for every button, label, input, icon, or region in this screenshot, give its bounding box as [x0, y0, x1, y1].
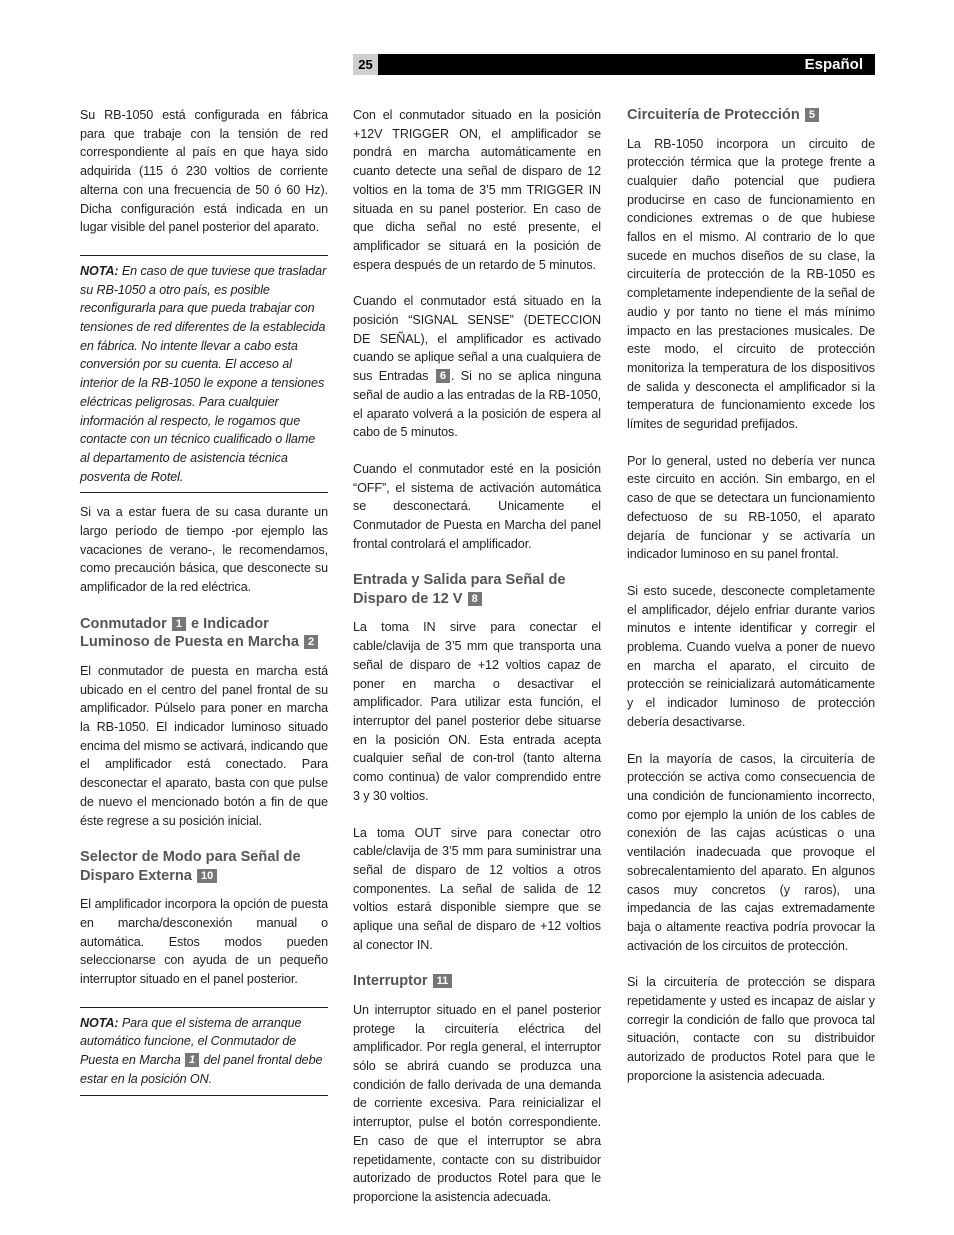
- note-body: Para que el sistema de arranque automático funcione, el Conmutador de Puesta en Marcha: [80, 1015, 302, 1068]
- paragraph: La toma IN sirve para conectar el cable/clavija de 3’5 mm que transporta una señal de disparo de +12 voltios capaz de poner en marcha o desactivar el amplificador. Para utilizar esta función, el interruptor del panel posterior debe situarse en la posición ON. Esta entrada acepta cualquier señal de con-trol (tanto alterna como continua) de valor comprendido entre 3 y 30 voltios.: [353, 620, 601, 803]
- reference-number: 2: [304, 635, 318, 649]
- heading-text: Conmutador: [80, 615, 167, 632]
- note-box: [80, 1007, 328, 1096]
- reference-number: 6: [436, 369, 450, 383]
- paragraph: Si va a estar fuera de su casa durante un largo período de tiempo -por ejemplo las vacaciones de verano-, le recomendamos, como precaución básica, que desconecte su amplificador de la red eléctrica.: [80, 505, 328, 595]
- reference-number: 10: [197, 869, 217, 883]
- paragraph: Con el conmutador situado en la posición +12V TRIGGER ON, el amplificador se pondrá en marcha automáticamente en cuanto detecte una señal de disparo de 12 voltios en la toma de 3’5 mm TRIGGER IN situada en su panel posterior. En caso de que dicha señal no esté presente, el amplificador se situará en la posición de espera después de un retardo de 5 minutos.: [353, 108, 601, 272]
- heading-text: Entrada y Salida para Señal de Disparo de 12 V: [353, 572, 566, 607]
- reference-number: 1: [172, 617, 186, 631]
- reference-number: 8: [468, 592, 482, 606]
- heading-text: Selector de Modo para Señal de Disparo Externa: [80, 849, 301, 884]
- note-label: NOTA:: [80, 263, 119, 278]
- language-label: Español: [804, 56, 863, 73]
- paragraph: Su RB-1050 está configurada en fábrica para que trabaje con la tensión de red correspondiente al país en que haya sido adquirida (115 ó 230 voltios de corriente alterna con una frecuencia de 50 ó 60 Hz). Dicha configuración está indicada en un lugar visible del panel posterior del aparato.: [80, 108, 328, 235]
- section-heading-conmutador: [80, 615, 328, 652]
- section-heading-entrada: [353, 571, 601, 608]
- paragraph: El conmutador de puesta en marcha está ubicado en el centro del panel frontal de su amplificador. Púlselo para poner en marcha la RB-1050. El indicador luminoso situado encima del mismo se activará, indicando que el amplificador está conectado. Para desconectar el aparato, basta con que pulse de nuevo el mencionado botón a fin de que éste regrese a su posición inicial.: [80, 663, 328, 828]
- note-box: [80, 255, 328, 493]
- reference-number: 1: [185, 1053, 199, 1067]
- section-heading-selector: [80, 848, 328, 885]
- paragraph: Si esto sucede, desconecte completamente el amplificador, déjelo enfriar durante varios minutos e intente identificar y corregir el problema. Cuando vuelva a poner de nuevo en marcha el aparato, el circuito de protección se reinicializará automáticamente y el indicador luminoso de protección debería desactivarse.: [627, 583, 875, 729]
- reference-number: 11: [433, 974, 453, 988]
- note-label: NOTA:: [80, 1015, 119, 1030]
- paragraph-text: Cuando el conmutador está situado en la posición “SIGNAL SENSE” (DETECCION DE SEÑAL), el amplificador es activado cuando se aplique señal a una cualquiera de sus Entradas: [353, 294, 601, 384]
- reference-number: 5: [805, 108, 819, 122]
- heading-text: Circuitería de Protección: [627, 107, 800, 123]
- paragraph: Un interruptor situado en el panel posterior protege la circuitería eléctrica del amplificador. Por regla general, el interruptor sólo se abrirá cuando se produzca una condición de fallo derivada de una demanda de corriente excesiva. Para reinicializar el interruptor, pulse el botón correspondiente. En caso de que el interruptor se abra repetidamente, contacte con su distribuidor autorizado de productos Rotel para que le proporcione la asistencia adecuada.: [353, 1002, 601, 1204]
- column-1: [80, 106, 328, 1106]
- column-2: [353, 106, 601, 1225]
- paragraph: La toma OUT sirve para conectar otro cable/clavija de 3’5 mm para suministrar una señal de disparo de 12 voltios a otros componentes. La señal de salida de 12 voltios estará disponible siempre que se aplique una señal de disparo de +12 voltios al conector IN.: [353, 825, 601, 952]
- paragraph: La RB-1050 incorpora un circuito de protección térmica que la protege frente a cualquier daño potencial que pudiera producirse en caso de funcionamiento en condiciones extremas o de que hubiese fallos en el mismo. Al contrario de lo que sucede en muchos diseños de su clase, la circuitería de protección de la RB-1050 es completamente independiente de la señal de audio y por tanto no tiene el más mínimo impacto en las prestaciones musicales. De este modo, el circuito de protección monitoriza la temperatura de los dispositivos de salida y desconecta el amplificador si la temperatura de funcionamiento excede los límites de seguridad prefijados.: [627, 136, 875, 432]
- note-body: En caso de que tuviese que trasladar su RB-1050 a otro país, es posible reconfigurarla para que pueda trabajar con tensiones de red diferentes de la establecida en fábrica. No intente llevar a cabo esta conversión por su cuenta. El acceso al interior de la RB-1050 le expone a tensiones eléctricas peligrosas. Para cualquier información al respecto, le rogamos que contacte con un técnico cualificado o llame al departamento de asistencia técnica posventa de Rotel.: [80, 263, 327, 484]
- note-body: del panel frontal debe estar en la posición ON.: [80, 1053, 323, 1086]
- note-text: [80, 262, 328, 486]
- header-bar: [353, 54, 875, 75]
- heading-text: Interruptor: [353, 973, 428, 990]
- paragraph: [353, 292, 601, 442]
- paragraph-text: . Si no se aplica ninguna señal de audio a las entradas de la RB-1050, el aparato volverá a la posición de espera al cabo de 5 minutos.: [353, 369, 602, 440]
- section-heading-interruptor: [353, 972, 601, 991]
- paragraph: En la mayoría de casos, la circuitería de protección se activa como consecuencia de una condición de funcionamiento incorrecto, como por ejemplo la unión de los cables de conexión de las cajas acústicas o una ventilación inadecuada que provoque el sobrecalentamiento del aparato. En algunos casos muy concretos (y raros), una impedancia de las cajas extremadamente baja o altamente reactiva podría provocar la activación de los circuitos de protección.: [627, 751, 875, 953]
- paragraph: Si la circuitería de protección se dispara repetidamente y usted es incapaz de aislar y corregir la condición de fallo que provoca tal situación, contacte con su distribuidor autorizado de productos Rotel para que le proporcione la asistencia adecuada.: [627, 975, 875, 1083]
- paragraph: Por lo general, usted no debería ver nunca este circuito en acción. Sin embargo, en el caso de que se detectara un funcionamiento defectuoso de su RB-1050, el aparato dejaría de funcionar y se activaría un indicador luminoso en su panel frontal.: [627, 453, 875, 562]
- note-text: [80, 1014, 328, 1089]
- page-number: 25: [353, 54, 378, 75]
- paragraph: El amplificador incorpora la opción de puesta en marcha/desconexión manual o automática. Estos modos pueden seleccionarse con ayuda de un pequeño interruptor situado en el panel posterior.: [80, 897, 328, 987]
- heading-text: e Indicador Luminoso de Puesta en Marcha: [80, 615, 299, 651]
- paragraph: Cuando el conmutador esté en la posición “OFF”, el sistema de activación automática se desconectará. Unicamente el Conmutador de Puesta en Marcha del panel frontal controlará el amplificador.: [353, 461, 601, 551]
- column-3: [627, 106, 875, 1104]
- section-heading-circuiteria: [627, 106, 875, 125]
